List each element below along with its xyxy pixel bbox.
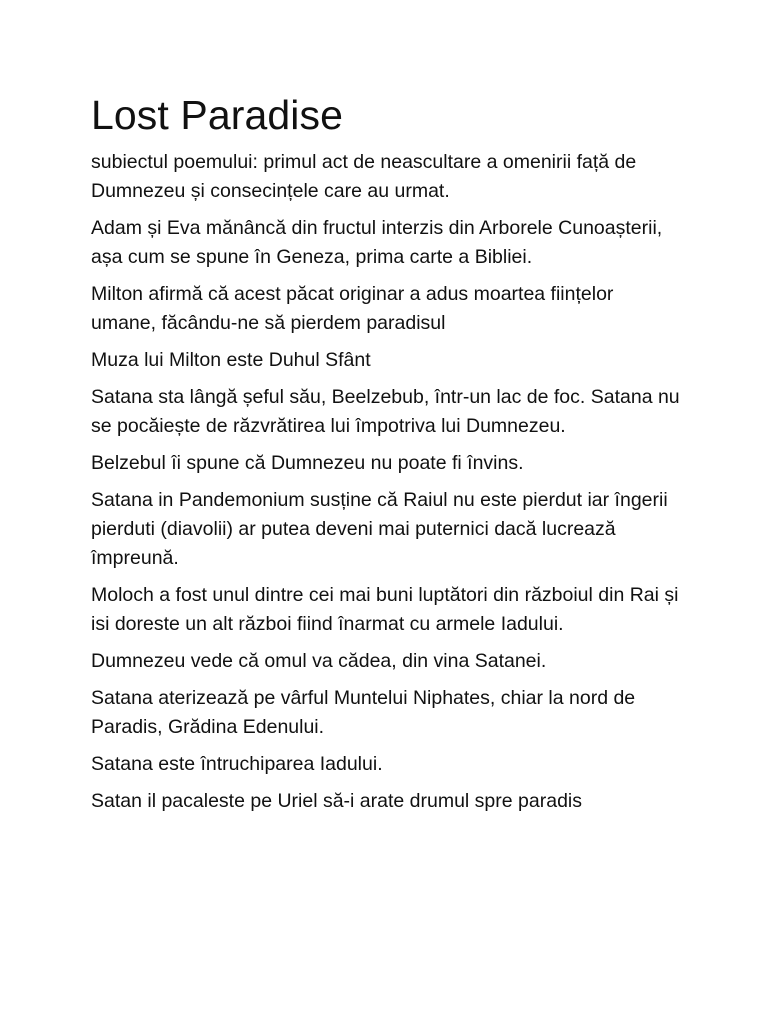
paragraph: Dumnezeu vede că omul va cădea, din vina Satanei. <box>91 650 547 672</box>
paragraph: Belzebul îi spune că Dumnezeu nu poate fi învins. <box>91 452 524 474</box>
paragraph: Moloch a fost unul dintre cei mai buni luptători din războiul din Rai și isi doreste un alt război fiind înarmat cu armele Iadului. <box>91 584 679 635</box>
paragraph: Milton afirmă că acest păcat originar a adus moartea ființelor umane, făcându-ne să pierdem paradisul <box>91 283 614 334</box>
document-page <box>91 88 681 824</box>
paragraph: subiectul poemului: primul act de neascultare a omenirii față de Dumnezeu și consecințele care au urmat. <box>91 151 637 202</box>
paragraph: Muza lui Milton este Duhul Sfânt <box>91 349 371 371</box>
document-title: Lost Paradise <box>91 92 344 138</box>
paragraph: Satana este întruchiparea Iadului. <box>91 753 383 775</box>
paragraph: Satan il pacaleste pe Uriel să-i arate drumul spre paradis <box>91 790 582 812</box>
paragraph: Satana sta lângă șeful său, Beelzebub, într-un lac de foc. Satana nu se pocăiește de răzvrătirea lui împotriva lui Dumnezeu. <box>91 386 680 437</box>
paragraph: Satana aterizează pe vârful Muntelui Niphates, chiar la nord de Paradis, Grădina Edenului. <box>91 687 636 738</box>
paragraph: Satana in Pandemonium susține că Raiul nu este pierdut iar îngerii pierduti (diavolii) ar putea deveni mai puternici dacă lucrează împreună. <box>91 489 668 569</box>
paragraph: Adam și Eva mănâncă din fructul interzis din Arborele Cunoașterii, așa cum se spune în Geneza, prima carte a Bibliei. <box>91 217 663 268</box>
